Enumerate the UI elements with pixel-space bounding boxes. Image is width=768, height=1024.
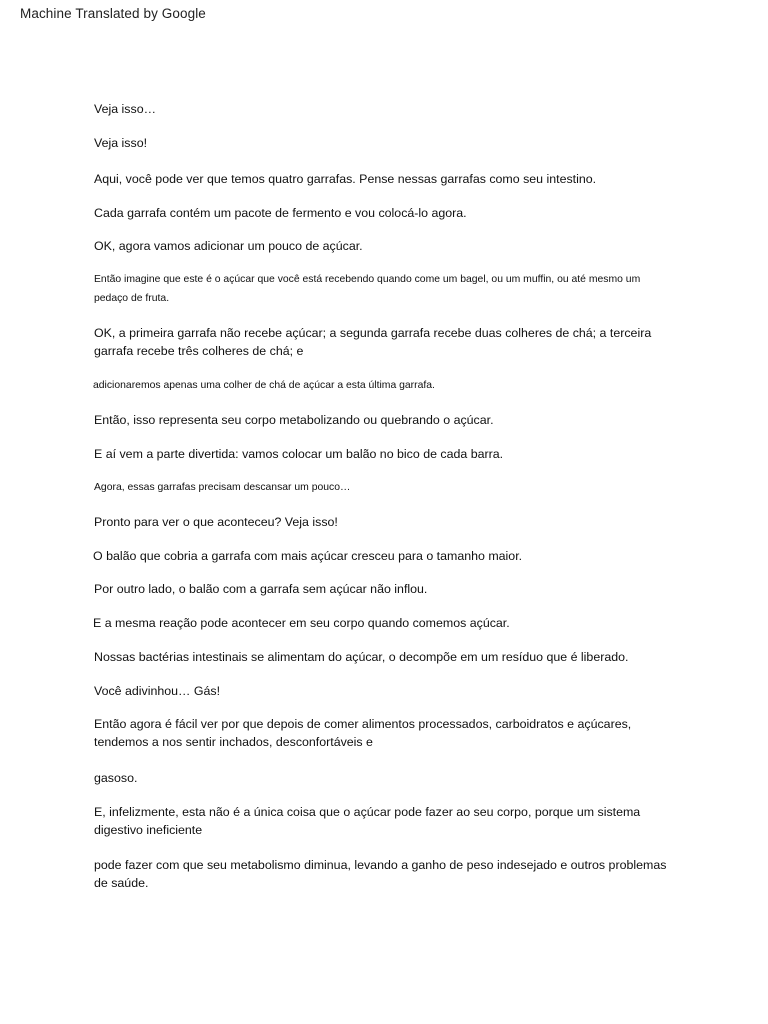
paragraph: Você adivinhou… Gás! [94,684,221,698]
paragraph: Então imagine que este é o açúcar que você está recebendo quando come um bagel, ou um muffin, ou até mesmo um pedaço de fruta. [94,274,641,304]
paragraph: Cada garrafa contém um pacote de fermento e vou colocá-lo agora. [94,206,467,220]
paragraph: Por outro lado, o balão com a garrafa sem açúcar não inflou. [94,582,428,596]
paragraph: OK, a primeira garrafa não recebe açúcar; a segunda garrafa recebe duas colheres de chá; a terceira garrafa recebe três colheres de chá; e [94,326,652,358]
paragraph: adicionaremos apenas uma colher de chá de açúcar a esta última garrafa. [93,380,435,391]
paragraph: OK, agora vamos adicionar um pouco de açúcar. [94,239,363,253]
paragraph: Pronto para ver o que aconteceu? Veja isso! [94,515,338,529]
paragraph: O balão que cobria a garrafa com mais açúcar cresceu para o tamanho maior. [93,549,523,563]
paragraph: Aqui, você pode ver que temos quatro garrafas. Pense nessas garrafas como seu intestino. [94,172,597,186]
paragraph: Nossas bactérias intestinais se alimentam do açúcar, o decompõe em um resíduo que é liberado. [94,650,629,664]
paragraph: Agora, essas garrafas precisam descansar um pouco… [94,482,351,493]
paragraph: Então agora é fácil ver por que depois de comer alimentos processados, carboidratos e açúcares, tendemos a nos sentir inchados, desconfortáveis e [94,717,632,749]
paragraph: gasoso. [94,771,138,785]
paragraph: E aí vem a parte divertida: vamos colocar um balão no bico de cada barra. [94,447,504,461]
paragraph: Veja isso! [94,136,148,150]
paragraph: E, infelizmente, esta não é a única coisa que o açúcar pode fazer ao seu corpo, porque um sistema digestivo ineficiente [94,805,641,837]
machine-translated-label: Machine Translated by Google [20,6,206,21]
paragraph: pode fazer com que seu metabolismo diminua, levando a ganho de peso indesejado e outros problemas de saúde. [94,858,667,890]
paragraph: E a mesma reação pode acontecer em seu corpo quando comemos açúcar. [93,616,510,630]
paragraph: Então, isso representa seu corpo metabolizando ou quebrando o açúcar. [94,413,494,427]
paragraph: Veja isso… [94,102,156,116]
